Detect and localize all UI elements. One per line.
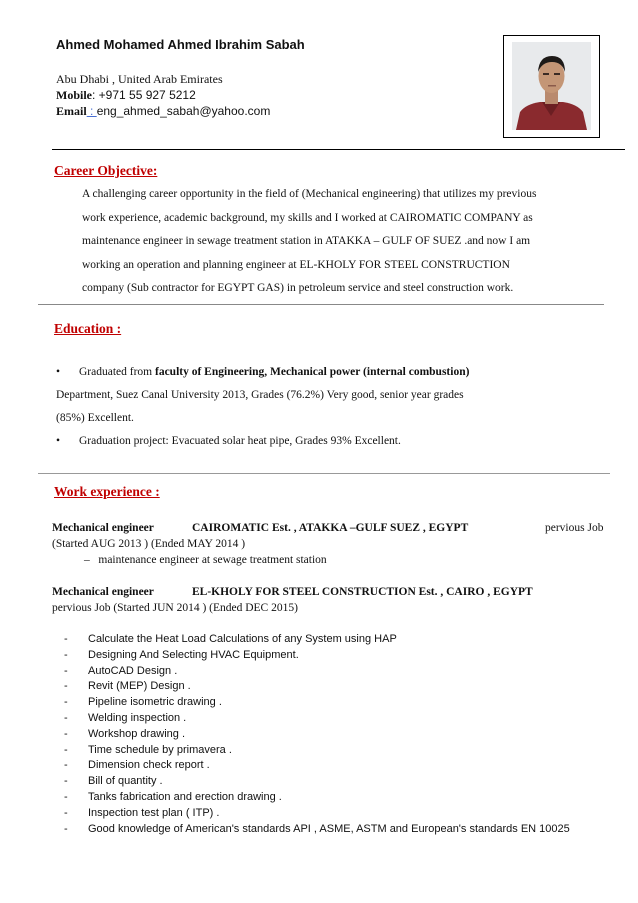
list-item [64, 632, 570, 648]
education-line-3: (85%) Excellent. [56, 412, 134, 424]
dash-icon: - [64, 822, 68, 835]
list-item [64, 711, 570, 727]
career-line: working an operation and planning engineer at EL-KHOLY FOR STEEL CONSTRUCTION [82, 258, 510, 271]
duty-text: Inspection test plan ( ITP) . [88, 806, 220, 819]
candidate-name: Ahmed Mohamed Ahmed Ibrahim Sabah [56, 37, 305, 52]
dash-icon: - [64, 759, 68, 772]
header-divider [52, 149, 625, 150]
list-item [64, 774, 570, 790]
job1-dates: (Started AUG 2013 ) (Ended MAY 2014 ) [52, 538, 246, 550]
duty-text: Workshop drawing . [88, 727, 186, 740]
career-line: company (Sub contractor for EGYPT GAS) in petroleum service and steel construction work. [82, 282, 514, 294]
profile-photo [512, 42, 591, 130]
dash-icon: - [64, 711, 68, 724]
section-divider [38, 304, 604, 305]
email-separator: : [86, 104, 97, 118]
job1-duty-text: maintenance engineer at sewage treatment station [98, 554, 327, 566]
job2-title-wrap [52, 586, 154, 598]
job1-company-wrap [192, 522, 468, 534]
job1-company: CAIROMATIC Est. , ATAKKA –GULF SUEZ , EGYPT [192, 522, 469, 534]
dash-icon: - [64, 727, 68, 740]
duty-text: Revit (MEP) Design . [88, 680, 191, 693]
list-item [64, 679, 570, 695]
job1-title: Mechanical engineer [52, 522, 154, 534]
photo-frame [503, 35, 600, 138]
education-heading: Education : [54, 321, 122, 336]
email-label: Email [56, 104, 87, 118]
dash-icon: - [64, 664, 68, 677]
job1-header [52, 522, 154, 534]
list-item [64, 727, 570, 743]
duty-text: Welding inspection . [88, 711, 187, 724]
duty-text: Designing And Selecting HVAC Equipment. [88, 648, 299, 661]
education-bullet-1 [56, 366, 469, 378]
bullet-icon: • [56, 366, 61, 378]
career-objective-text [82, 183, 602, 301]
job2-title: Mechanical engineer [52, 586, 154, 598]
education-bullet-2 [56, 435, 401, 447]
list-item [64, 758, 570, 774]
dash-icon: - [64, 680, 68, 693]
mobile-value: : +971 55 927 5212 [92, 88, 196, 102]
career-objective-heading: Career Objective: [54, 163, 158, 178]
list-item [64, 743, 570, 759]
duty-text: Calculate the Heat Load Calculations of any System using HAP [88, 633, 397, 645]
section-divider [38, 473, 610, 474]
email-line [56, 104, 270, 119]
duty-text: Pipeline isometric drawing . [88, 696, 222, 709]
duty-text: Time schedule by primavera . [88, 743, 232, 756]
graduation-project: Graduation project: Evacuated solar heat pipe, Grades 93% Excellent. [79, 435, 401, 447]
education-degree: faculty of Engineering, Mechanical power (internal combustion) [155, 366, 470, 378]
dash-icon: - [64, 775, 68, 788]
job1-previous: pervious Job [545, 522, 604, 534]
duty-text: Bill of quantity . [88, 775, 163, 788]
job2-company-wrap [192, 586, 533, 598]
email-value[interactable]: eng_ahmed_sabah@yahoo.com [96, 104, 271, 118]
duty-text: Tanks fabrication and erection drawing . [88, 790, 282, 803]
address: Abu Dhabi , United Arab Emirates [56, 72, 223, 86]
career-line: maintenance engineer in sewage treatment station in ATAKKA – GULF OF SUEZ .and now I am [82, 235, 531, 247]
work-experience-heading: Work experience : [54, 484, 160, 499]
dash-icon: - [64, 696, 68, 709]
list-item [64, 695, 570, 711]
education-prefix: Graduated from [79, 366, 155, 378]
list-item [64, 664, 570, 680]
dash-icon: - [64, 743, 68, 756]
list-item [64, 790, 570, 806]
education-line-2: Department, Suez Canal University 2013, Grades (76.2%) Very good, senior year grades [56, 389, 464, 401]
job2-dates: pervious Job (Started JUN 2014 ) (Ended DEC 2015) [52, 602, 298, 614]
list-item [64, 822, 570, 838]
dash-icon: - [64, 633, 68, 645]
mobile-label: Mobile [56, 88, 92, 102]
duty-text: AutoCAD Design . [88, 664, 178, 677]
job1-duty [84, 554, 327, 566]
dash-icon: – [84, 554, 90, 566]
mobile-line [56, 88, 196, 103]
career-line: A challenging career opportunity in the field of (Mechanical engineering) that utilizes my previous [82, 188, 537, 200]
dash-icon: - [64, 648, 68, 661]
duty-text: Good knowledge of American's standards API , ASME, ASTM and European's standards EN 10025 [88, 822, 570, 835]
job2-company: EL-KHOLY FOR STEEL CONSTRUCTION Est. , CAIRO , EGYPT [192, 586, 533, 598]
list-item [64, 806, 570, 822]
bullet-icon: • [56, 435, 61, 447]
dash-icon: - [64, 790, 68, 803]
career-line: work experience, academic background, my skills and I worked at CAIROMATIC COMPANY as [82, 211, 533, 224]
dash-icon: - [64, 806, 68, 819]
duties-list [64, 632, 570, 837]
duty-text: Dimension check report . [88, 759, 210, 772]
list-item [64, 648, 570, 664]
